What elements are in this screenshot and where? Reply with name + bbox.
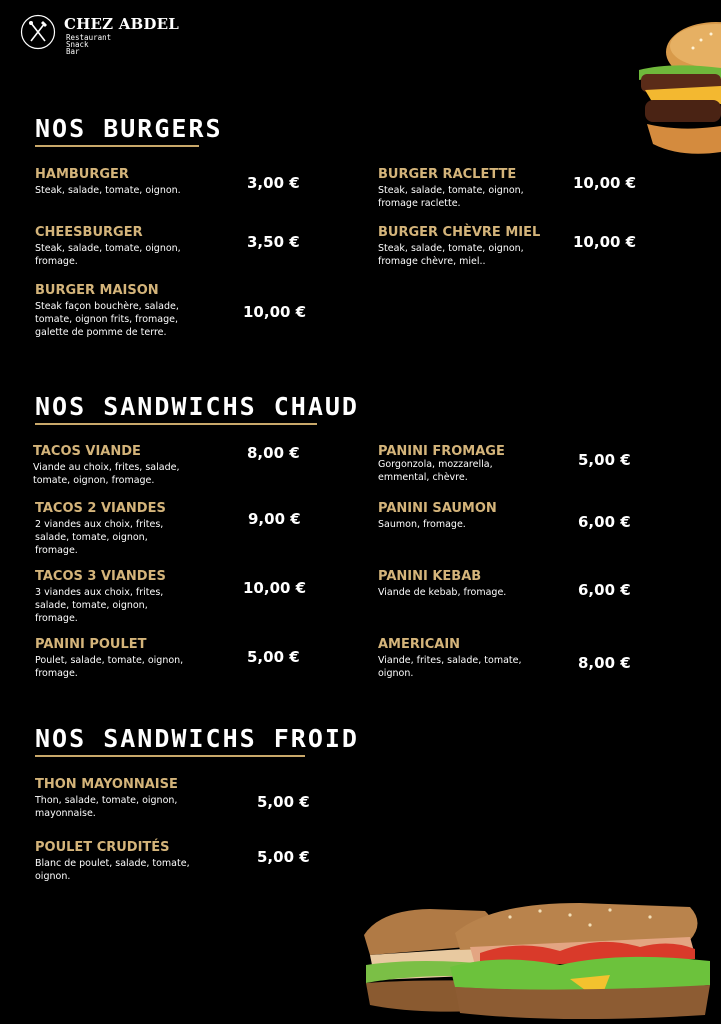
item-price: 10,00 € — [243, 303, 307, 321]
item-price: 3,00 € — [247, 174, 300, 192]
menu-item-poulet-crudites — [35, 840, 245, 883]
item-desc: Viande, frites, salade, tomate, oignon. — [378, 655, 522, 679]
menu-item-hamburger — [35, 167, 235, 197]
brand-logo — [20, 14, 179, 55]
burger-image — [631, 12, 721, 162]
item-name: PANINI POULET — [35, 637, 147, 652]
item-price: 10,00 € — [573, 174, 637, 192]
item-name: CHEESBURGER — [35, 225, 143, 240]
item-name: HAMBURGER — [35, 167, 129, 182]
item-name: THON MAYONNAISE — [35, 777, 178, 792]
brand-sub-3: Bar — [66, 47, 80, 56]
item-name: TACOS VIANDE — [33, 444, 141, 459]
item-desc: Poulet, salade, tomate, oignon, fromage. — [35, 655, 184, 679]
menu-item-tacos-viande — [33, 444, 233, 487]
item-desc: Steak, salade, tomate, oignon, fromage. — [35, 243, 181, 267]
item-desc: Steak, salade, tomate, oignon, fromage raclette. — [378, 185, 524, 209]
section-title-sandwichs-froid: NOS SANDWICHS FROID — [35, 724, 359, 753]
item-name: BURGER MAISON — [35, 283, 159, 298]
brand-sub-2: Snack — [66, 40, 89, 49]
item-desc: Steak, salade, tomate, oignon. — [35, 185, 181, 196]
title-underline — [35, 145, 199, 147]
item-desc: Steak façon bouchère, salade, tomate, oignon frits, fromage, galette de pomme de terre. — [35, 301, 179, 338]
title-underline — [35, 755, 305, 757]
item-price: 5,00 € — [257, 793, 310, 811]
item-price: 3,50 € — [247, 233, 300, 251]
menu-item-americain — [378, 637, 568, 680]
menu-item-tacos-3-viandes — [35, 569, 235, 625]
menu-item-burger-chevre-miel — [378, 225, 568, 268]
brand-sub-1: Restaurant — [66, 33, 112, 42]
item-desc: Blanc de poulet, salade, tomate, oignon. — [35, 858, 190, 882]
item-price: 5,00 € — [578, 451, 631, 469]
item-desc: Saumon, fromage. — [378, 519, 466, 530]
item-desc: Gorgonzola, mozzarella, emmental, chèvre. — [378, 459, 493, 483]
item-desc: 2 viandes aux choix, frites, salade, tomate, oignon, fromage. — [35, 519, 164, 556]
item-name: AMERICAIN — [378, 637, 461, 652]
menu-item-burger-maison — [35, 283, 235, 339]
item-price: 6,00 € — [578, 513, 631, 531]
fork-knife-icon — [20, 14, 56, 50]
item-price: 5,00 € — [247, 648, 300, 666]
item-name: BURGER RACLETTE — [378, 167, 517, 182]
menu-item-thon-mayonnaise — [35, 777, 245, 820]
item-price: 6,00 € — [578, 581, 631, 599]
menu-item-panini-kebab — [378, 569, 568, 599]
sandwich-image — [360, 895, 721, 1024]
section-title-sandwichs-chaud: NOS SANDWICHS CHAUD — [35, 392, 359, 421]
item-price: 5,00 € — [257, 848, 310, 866]
item-name: TACOS 3 VIANDES — [35, 569, 166, 584]
title-underline — [35, 423, 317, 425]
item-desc: 3 viandes aux choix, frites, salade, tomate, oignon, fromage. — [35, 587, 164, 624]
item-price: 8,00 € — [578, 654, 631, 672]
menu-item-panini-saumon — [378, 501, 568, 531]
item-desc: Viande au choix, frites, salade, tomate, oignon, fromage. — [33, 462, 180, 486]
item-name: TACOS 2 VIANDES — [35, 501, 166, 516]
item-desc: Steak, salade, tomate, oignon, fromage chèvre, miel.. — [378, 243, 524, 267]
menu-item-cheesburger — [35, 225, 235, 268]
item-name: BURGER CHÈVRE MIEL — [378, 225, 541, 240]
item-name: POULET CRUDITÉS — [35, 840, 170, 855]
item-name: PANINI KEBAB — [378, 569, 482, 584]
item-price: 10,00 € — [573, 233, 637, 251]
item-desc: Viande de kebab, fromage. — [378, 587, 507, 598]
item-price: 9,00 € — [248, 510, 301, 528]
menu-item-tacos-2-viandes — [35, 501, 235, 557]
item-price: 10,00 € — [243, 579, 307, 597]
item-desc: Thon, salade, tomate, oignon, mayonnaise. — [35, 795, 178, 819]
item-name: PANINI SAUMON — [378, 501, 497, 516]
item-name: PANINI FROMAGE — [378, 444, 505, 459]
item-price: 8,00 € — [247, 444, 300, 462]
section-title-burgers: NOS BURGERS — [35, 114, 223, 143]
menu-item-panini-poulet — [35, 637, 235, 680]
menu-item-burger-raclette — [378, 167, 568, 210]
menu-item-panini-fromage — [378, 444, 568, 484]
brand-name: CHEZ ABDEL — [64, 15, 180, 33]
